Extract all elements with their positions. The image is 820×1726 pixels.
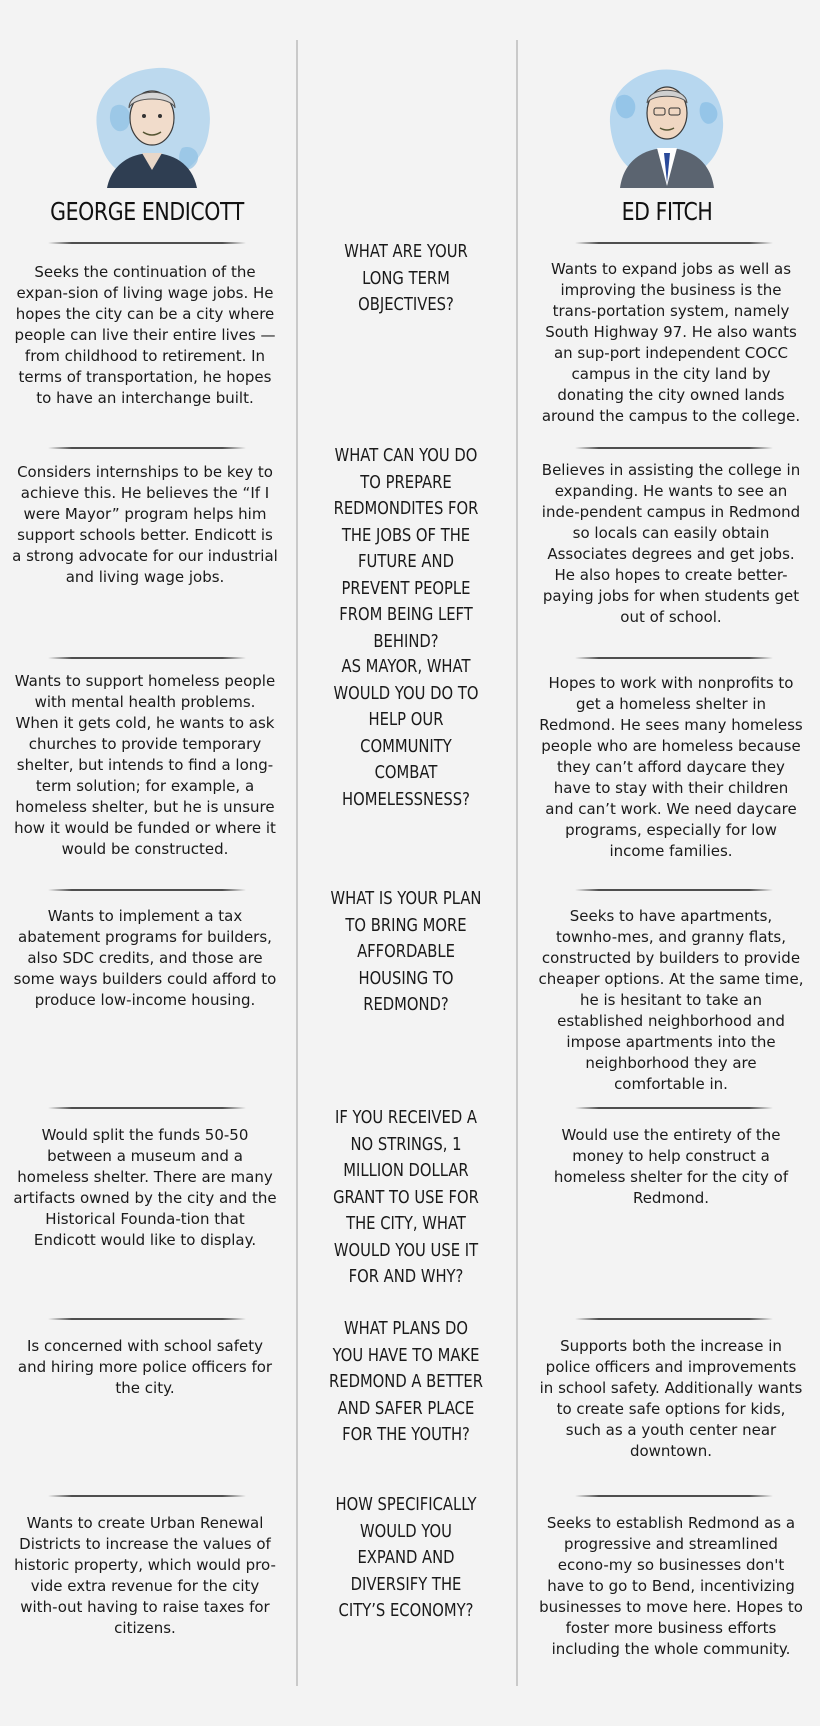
section-divider [48, 1318, 246, 1320]
answer-fitch-7: Seeks to establish Redmond as a progressive and streamlined econo-my so businesses don't have to go to Bend, incentivizing businesses to move here. Hopes to foster more business efforts including the whole community. [539, 1514, 803, 1658]
answer-endicott-7: Wants to create Urban Renewal Districts to increase the values of historic property, which would pro-vide extra revenue for the city with-out having to raise taxes for citizens. [14, 1514, 276, 1637]
section-divider [575, 1107, 773, 1109]
question-7: HOW SPECIFICALLY WOULD YOU EXPAND AND DIVERSIFY THE CITY’S ECONOMY? [335, 1494, 477, 1621]
section-divider [48, 1495, 246, 1497]
section-divider [48, 447, 246, 449]
question-1: WHAT ARE YOUR LONG TERM OBJECTIVES? [344, 241, 468, 315]
portrait-icon [602, 58, 732, 188]
section-divider [48, 657, 246, 659]
name-underline [48, 242, 246, 244]
answer-endicott-6: Is concerned with school safety and hiring more police officers for the city. [17, 1337, 273, 1397]
answer-fitch-1: Wants to expand jobs as well as improving the business is the trans-portation system, namely South Highway 97. He also wants an sup-port independent COCC campus in the city land by donating the city owned lands around the campus to the college. [541, 260, 801, 425]
question-4: WHAT IS YOUR PLAN TO BRING MORE AFFORDABLE HOUSING TO REDMOND? [330, 888, 482, 1015]
answer-fitch-3: Hopes to work with nonprofits to get a homeless shelter in Redmond. He sees many homeless people who are homeless because they can’t afford daycare they have to stay with their children and can’t work. We need daycare programs, especially for low income families. [539, 674, 803, 860]
answer-fitch-6: Supports both the increase in police officers and improvements in school safety. Additionally wants to create safe options for kids, such as a youth center near downtown. [539, 1337, 803, 1460]
answer-endicott-2: Considers internships to be key to achieve this. He believes the “If I were Mayor” program helps him support schools better. Endicott is a strong advocate for our industrial and living wage jobs. [12, 463, 278, 586]
section-divider [575, 1318, 773, 1320]
candidate-name-fitch: ED FITCH [621, 197, 713, 226]
candidate-name-endicott: GEORGE ENDICOTT [50, 197, 244, 226]
column-divider-left [296, 40, 298, 1686]
question-6: WHAT PLANS DO YOU HAVE TO MAKE REDMOND A BETTER AND SAFER PLACE FOR THE YOUTH? [328, 1318, 483, 1445]
answer-fitch-2: Believes in assisting the college in expanding. He wants to see an inde-pendent campus in Redmond so locals can easily obtain Associates degrees and get jobs. He also hopes to create better-paying jobs for when students get out of school. [541, 461, 801, 626]
question-2: WHAT CAN YOU DO TO PREPARE REDMONDITES FOR THE JOBS OF THE FUTURE AND PREVENT PEOPLE FROM BEING LEFT BEHIND? [333, 445, 479, 652]
section-divider [575, 447, 773, 449]
section-divider [575, 889, 773, 891]
name-underline [575, 242, 773, 244]
section-divider [575, 1495, 773, 1497]
portrait-endicott [87, 58, 217, 188]
portrait-icon [87, 58, 217, 188]
answer-endicott-4: Wants to implement a tax abatement programs for builders, also SDC credits, and those are some ways builders could afford to produce low-income housing. [13, 907, 277, 1009]
section-divider [48, 889, 246, 891]
answer-endicott-1: Seeks the continuation of the expan-sion of living wage jobs. He hopes the city can be a city where people can live their entire lives — from childhood to retirement. In terms of transportation, he hopes to have an interchange built. [14, 263, 276, 407]
question-5: IF YOU RECEIVED A NO STRINGS, 1 MILLION DOLLAR GRANT TO USE FOR THE CITY, WHAT WOULD YOU USE IT FOR AND WHY? [333, 1107, 479, 1287]
column-divider-right [516, 40, 518, 1686]
answer-endicott-3: Wants to support homeless people with mental health problems. When it gets cold, he wants to ask churches to provide temporary shelter, but intends to find a long-term solution; for example, a homeless shelter, but he is unsure how it would be funded or where it would be constructed. [14, 672, 276, 858]
section-divider [48, 1107, 246, 1109]
question-3: AS MAYOR, WHAT WOULD YOU DO TO HELP OUR COMMUNITY COMBAT HOMELESSNESS? [333, 656, 479, 810]
answer-fitch-5: Would use the entirety of the money to help construct a homeless shelter for the city of Redmond. [553, 1126, 789, 1207]
answer-endicott-5: Would split the funds 50-50 between a museum and a homeless shelter. There are many artifacts owned by the city and the Historical Founda-tion that Endicott would like to display. [13, 1126, 277, 1249]
answer-fitch-4: Seeks to have apartments, townho-mes, and granny flats, constructed by builders to provide cheaper options. At the same time, he is hesitant to take an established neighborhood and impose apartments into the neighborhood they are comfortable in. [538, 907, 804, 1093]
portrait-fitch [602, 58, 732, 188]
section-divider [575, 657, 773, 659]
